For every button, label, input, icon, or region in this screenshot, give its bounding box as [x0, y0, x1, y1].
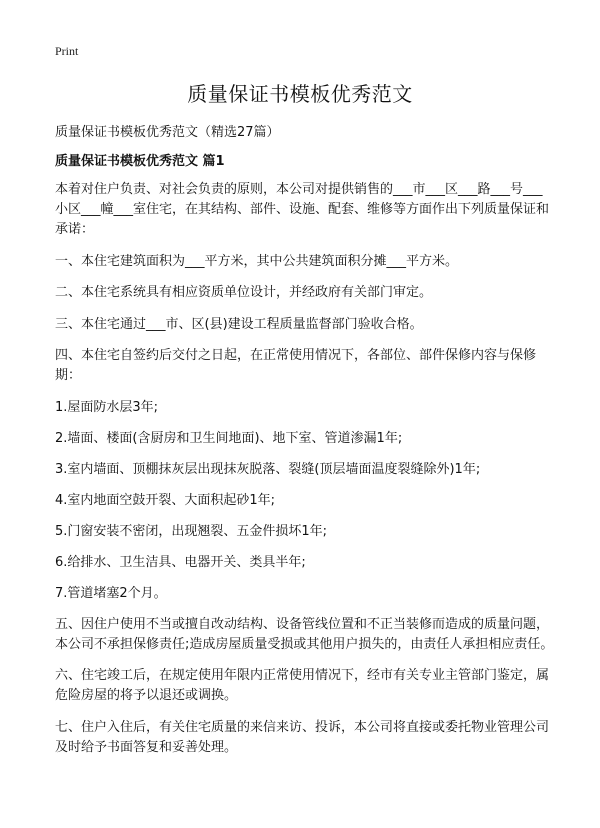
paragraph-5: 五、因住户使用不当或擅自改动结构、设备管线位置和不正当装修而造成的质量问题，本公司不承担保修责任;造成房屋质量受损或其他用户损失的，由责任人承担相应责任。 [55, 616, 554, 652]
print-link[interactable]: Print [55, 44, 79, 58]
paragraph-6: 六、住宅竣工后，在规定使用年限内正常使用情况下，经市有关专业主管部门鉴定，属危险房屋的将予以退还或调换。 [55, 668, 550, 703]
paragraph-4: 四、本住宅自签约后交付之日起，在正常使用情况下，各部位、部件保修内容与保修期： [55, 348, 537, 383]
section-heading: 质量保证书模板优秀范文 篇1 [55, 154, 225, 169]
document-subtitle: 质量保证书模板优秀范文（精选27篇） [55, 125, 280, 140]
list-item: 7.管道堵塞2个月。 [55, 585, 167, 601]
list-item: 1.屋面防水层3年; [55, 399, 159, 415]
paragraph-3: 三、本住宅通过___市、区(县)建设工程质量监督部门验收合格。 [55, 316, 423, 332]
list-item: 2.墙面、楼面(含厨房和卫生间地面)、地下室、管道渗漏1年; [55, 430, 403, 446]
list-item: 3.室内墙面、顶棚抹灰层出现抹灰脱落、裂缝(顶层墙面温度裂缝除外)1年; [55, 461, 481, 477]
paragraph-2: 二、本住宅系统具有相应资质单位设计，并经政府有关部门审定。 [55, 285, 433, 300]
document-body [55, 180, 555, 769]
list-item: 4.室内地面空鼓开裂、大面积起砂1年; [55, 492, 276, 508]
paragraph-7: 七、住户入住后，有关住宅质量的来信来访、投诉，本公司将直接或委托物业管理公司及时给予书面答复和妥善处理。 [55, 719, 550, 755]
page-title: 质量保证书模板优秀范文 [187, 82, 413, 106]
paragraph-intro: 本着对住户负责、对社会负责的原则，本公司对提供销售的___市___区___路___号___小区___幢___室住宅，在其结构、部件、设施、配套、维修等方面作出下列质量保证和承诺： [55, 182, 550, 237]
paragraph-1: 一、本住宅建筑面积为___平方米，其中公共建筑面积分摊___平方米。 [55, 253, 459, 269]
list-item: 5.门窗安装不密闭，出现翘裂、五金件损坏1年; [55, 523, 328, 539]
list-item: 6.给排水、卫生洁具、电器开关、类具半年; [55, 554, 306, 570]
